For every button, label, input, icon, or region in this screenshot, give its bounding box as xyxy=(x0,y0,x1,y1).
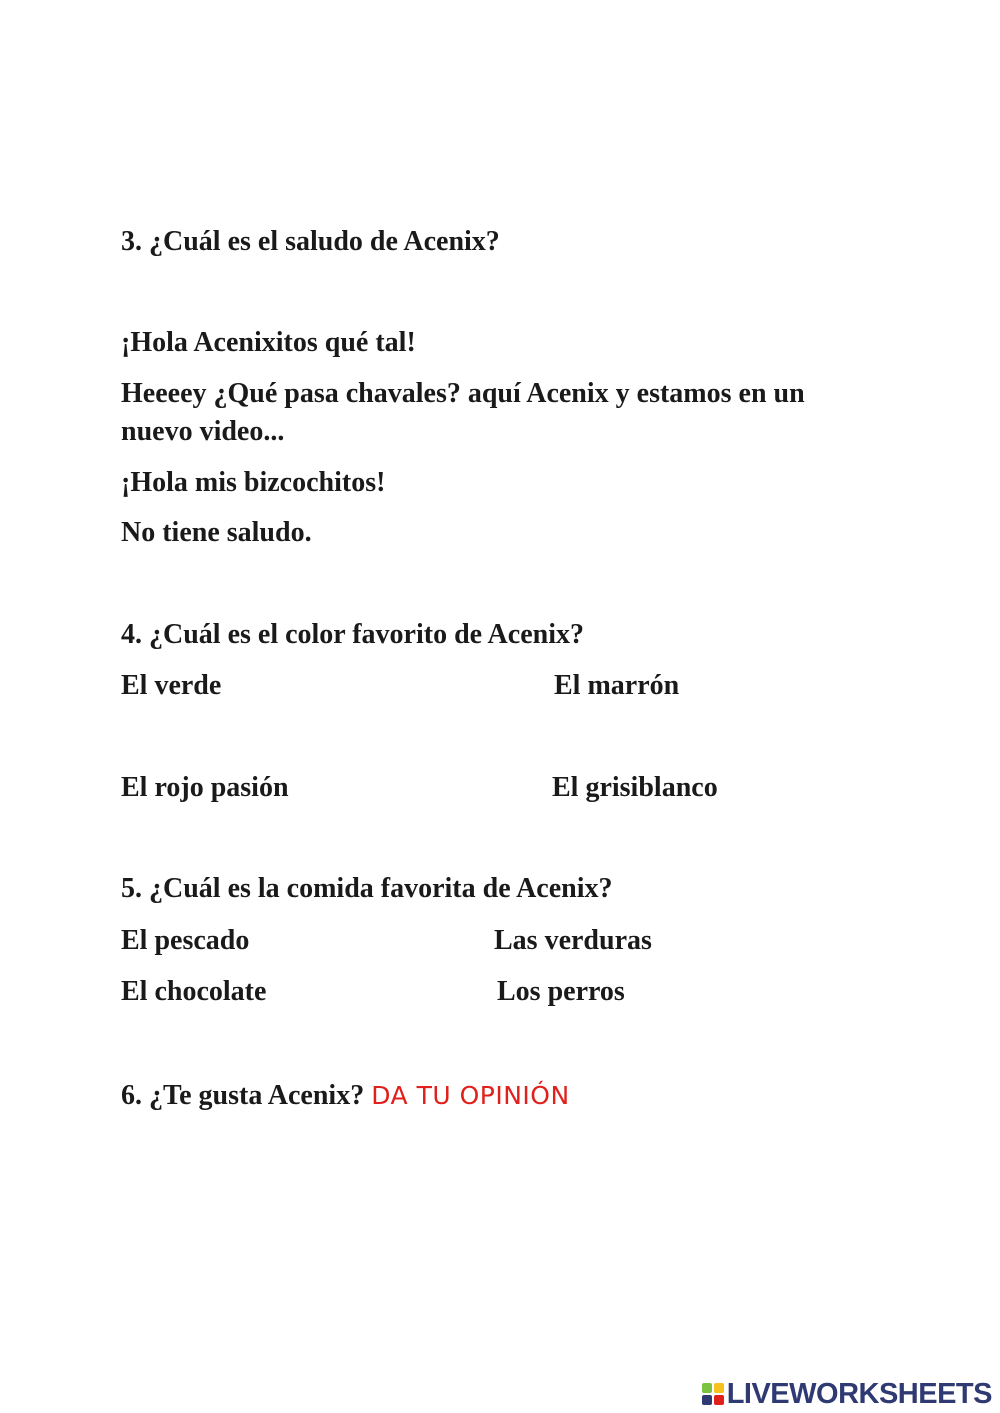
q4-option-1[interactable]: El verde xyxy=(121,670,222,701)
q4-option-4[interactable]: El grisiblanco xyxy=(552,772,718,803)
question-4: 4. ¿Cuál es el color favorito de Acenix? xyxy=(121,619,584,650)
q4-option-2[interactable]: El marrón xyxy=(554,670,680,701)
q4-option-3[interactable]: El rojo pasión xyxy=(121,772,289,803)
liveworksheets-brand xyxy=(702,1379,992,1409)
q3-option-4[interactable]: No tiene saludo. xyxy=(121,517,312,548)
question-6-line xyxy=(121,1077,570,1115)
brand-name: LIVEWORKSHEETS xyxy=(726,1378,992,1410)
question-6: 6. ¿Te gusta Acenix? xyxy=(121,1080,365,1111)
q5-option-3[interactable]: El chocolate xyxy=(121,976,267,1007)
q3-option-2[interactable]: Heeeey ¿Qué pasa chavales? aquí Acenix y estamos en un nuevo video... xyxy=(121,378,805,447)
q3-option-3[interactable]: ¡Hola mis bizcochitos! xyxy=(121,467,386,498)
liveworksheets-logo-icon xyxy=(702,1383,724,1405)
q5-option-4[interactable]: Los perros xyxy=(497,976,625,1007)
q5-option-2[interactable]: Las verduras xyxy=(494,925,652,956)
answer-prompt[interactable]: DA TU OPINIÓN xyxy=(371,1081,570,1110)
q5-option-1[interactable]: El pescado xyxy=(121,925,250,956)
question-3: 3. ¿Cuál es el saludo de Acenix? xyxy=(121,226,500,257)
question-5: 5. ¿Cuál es la comida favorita de Acenix? xyxy=(121,873,613,904)
q3-option-1[interactable]: ¡Hola Acenixitos qué tal! xyxy=(121,327,416,358)
